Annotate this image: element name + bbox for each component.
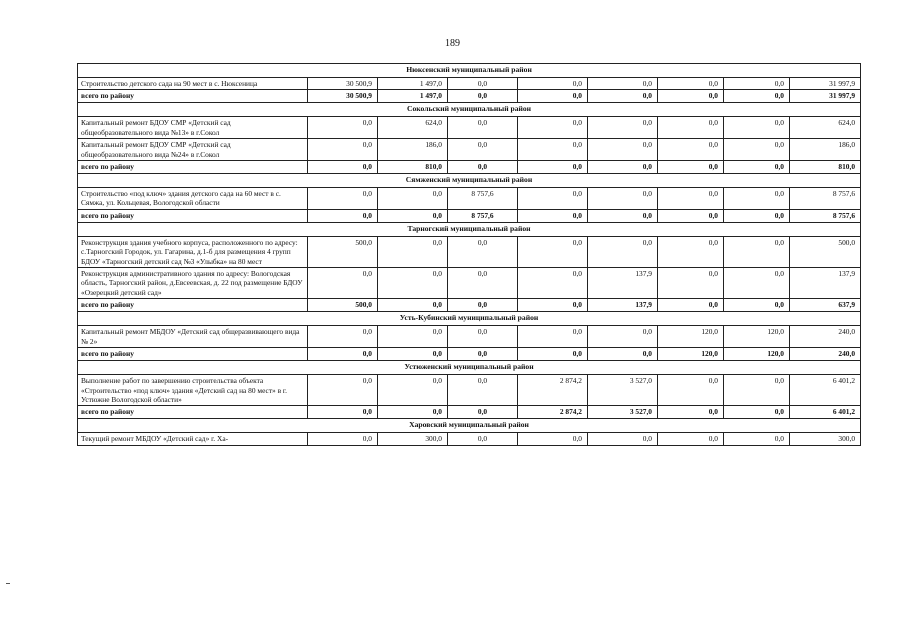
table-row <box>78 117 861 139</box>
amount-cell: 0,0 <box>658 139 724 161</box>
scan-edge-mark <box>6 583 10 584</box>
total-amount-cell: 0,0 <box>378 299 448 312</box>
district-header-row <box>78 222 861 236</box>
amount-cell: 500,0 <box>308 236 378 267</box>
amount-cell: 0,0 <box>378 188 448 210</box>
amount-cell: 0,0 <box>378 268 448 299</box>
total-amount-cell: 500,0 <box>308 299 378 312</box>
district-total-row <box>78 299 861 312</box>
amount-cell: 624,0 <box>790 117 861 139</box>
total-amount-cell: 0,0 <box>308 161 378 174</box>
amount-cell: 0,0 <box>378 375 448 406</box>
district-total-row <box>78 161 861 174</box>
project-description: Реконструкция административного здания по адресу: Вологодская область, Тарногский район, д.Евсеевская, д. 22 под размещение БДОУ «Озерецкий детский сад» <box>78 268 308 299</box>
total-amount-cell: 0,0 <box>724 90 790 103</box>
amount-cell: 2 874,2 <box>518 375 588 406</box>
total-amount-cell: 8 757,6 <box>448 209 518 222</box>
total-amount-cell: 0,0 <box>588 348 658 361</box>
amount-cell: 0,0 <box>448 268 518 299</box>
total-amount-cell: 0,0 <box>724 406 790 419</box>
district-header-row <box>78 64 861 78</box>
total-amount-cell: 2 874,2 <box>518 406 588 419</box>
total-label: всего по району <box>78 209 308 222</box>
total-amount-cell: 637,9 <box>790 299 861 312</box>
total-amount-cell: 0,0 <box>448 90 518 103</box>
amount-cell: 624,0 <box>378 117 448 139</box>
amount-cell: 0,0 <box>448 78 518 90</box>
total-amount-cell: 6 401,2 <box>790 406 861 419</box>
total-amount-cell: 0,0 <box>378 348 448 361</box>
total-amount-cell: 31 997,9 <box>790 90 861 103</box>
amount-cell: 0,0 <box>308 117 378 139</box>
district-name: Усть-Кубинский муниципальный район <box>78 312 861 326</box>
total-amount-cell: 0,0 <box>518 90 588 103</box>
amount-cell: 0,0 <box>658 268 724 299</box>
amount-cell: 0,0 <box>518 117 588 139</box>
amount-cell: 0,0 <box>724 268 790 299</box>
total-amount-cell: 0,0 <box>308 406 378 419</box>
amount-cell: 0,0 <box>378 326 448 348</box>
total-amount-cell: 240,0 <box>790 348 861 361</box>
total-amount-cell: 8 757,6 <box>790 209 861 222</box>
total-amount-cell: 0,0 <box>658 90 724 103</box>
amount-cell: 0,0 <box>518 236 588 267</box>
amount-cell: 0,0 <box>448 375 518 406</box>
total-amount-cell: 30 500,9 <box>308 90 378 103</box>
total-amount-cell: 0,0 <box>518 348 588 361</box>
amount-cell: 0,0 <box>308 326 378 348</box>
amount-cell: 0,0 <box>588 326 658 348</box>
total-amount-cell: 0,0 <box>658 406 724 419</box>
total-amount-cell: 0,0 <box>658 161 724 174</box>
amount-cell: 0,0 <box>518 188 588 210</box>
table-row <box>78 326 861 348</box>
amount-cell: 0,0 <box>658 117 724 139</box>
total-amount-cell: 0,0 <box>658 299 724 312</box>
amount-cell: 0,0 <box>588 78 658 90</box>
amount-cell: 137,9 <box>588 268 658 299</box>
total-amount-cell: 0,0 <box>724 299 790 312</box>
district-name: Сокольский муниципальный район <box>78 103 861 117</box>
table-row <box>78 268 861 299</box>
table-row <box>78 433 861 445</box>
amount-cell: 500,0 <box>790 236 861 267</box>
district-header-row <box>78 174 861 188</box>
total-amount-cell: 0,0 <box>588 209 658 222</box>
amount-cell: 0,0 <box>308 188 378 210</box>
district-total-row <box>78 406 861 419</box>
district-name: Нюксенский муниципальный район <box>78 64 861 78</box>
amount-cell: 0,0 <box>724 78 790 90</box>
table-body <box>78 64 861 446</box>
total-amount-cell: 0,0 <box>378 406 448 419</box>
total-amount-cell: 1 497,0 <box>378 90 448 103</box>
total-amount-cell: 0,0 <box>518 299 588 312</box>
total-amount-cell: 0,0 <box>448 348 518 361</box>
amount-cell: 31 997,9 <box>790 78 861 90</box>
district-name: Устюженский муниципальный район <box>78 361 861 375</box>
total-amount-cell: 0,0 <box>588 161 658 174</box>
amount-cell: 6 401,2 <box>790 375 861 406</box>
amount-cell: 0,0 <box>724 139 790 161</box>
amount-cell: 0,0 <box>378 236 448 267</box>
project-description: Капитальный ремонт БДОУ СМР «Детский сад общеобразовательного вида №24» в г.Сокол <box>78 139 308 161</box>
project-description: Капитальный ремонт БДОУ СМР «Детский сад общеобразовательного вида №13» в г.Сокол <box>78 117 308 139</box>
amount-cell: 0,0 <box>308 433 378 445</box>
amount-cell: 1 497,0 <box>378 78 448 90</box>
total-amount-cell: 3 527,0 <box>588 406 658 419</box>
total-label: всего по району <box>78 90 308 103</box>
amount-cell: 120,0 <box>658 326 724 348</box>
amount-cell: 0,0 <box>518 433 588 445</box>
amount-cell: 0,0 <box>308 375 378 406</box>
amount-cell: 0,0 <box>308 139 378 161</box>
district-total-row <box>78 209 861 222</box>
total-amount-cell: 0,0 <box>724 209 790 222</box>
project-description: Капитальный ремонт МБДОУ «Детский сад общеразвивающего вида № 2» <box>78 326 308 348</box>
total-amount-cell: 0,0 <box>518 161 588 174</box>
total-amount-cell: 810,0 <box>378 161 448 174</box>
table-row <box>78 139 861 161</box>
amount-cell: 0,0 <box>448 433 518 445</box>
total-amount-cell: 810,0 <box>790 161 861 174</box>
total-amount-cell: 0,0 <box>448 406 518 419</box>
amount-cell: 0,0 <box>588 188 658 210</box>
amount-cell: 0,0 <box>658 433 724 445</box>
project-description: Реконструкция здания учебного корпуса, расположенного по адресу: с.Тарногский Городок, ул. Гагарина, д.1-б для размещения 4 групп БДОУ «Тарногский детский сад №3 «Улыбка» на 80 мест <box>78 236 308 267</box>
total-amount-cell: 120,0 <box>724 348 790 361</box>
district-name: Харовский муниципальный район <box>78 419 861 433</box>
amount-cell: 0,0 <box>588 117 658 139</box>
total-amount-cell: 0,0 <box>724 161 790 174</box>
total-label: всего по району <box>78 161 308 174</box>
district-total-row <box>78 90 861 103</box>
table-row <box>78 375 861 406</box>
table-row <box>78 188 861 210</box>
table-row <box>78 236 861 267</box>
project-description: Строительство «под ключ» здания детского сада на 60 мест в с. Сямжа, ул. Кольцевая, Вологодской области <box>78 188 308 210</box>
project-description: Строительство детского сада на 90 мест в с. Нюксеница <box>78 78 308 90</box>
project-description: Текущий ремонт МБДОУ «Детский сад» г. Ха- <box>78 433 308 445</box>
amount-cell: 0,0 <box>448 326 518 348</box>
amount-cell: 0,0 <box>448 236 518 267</box>
total-amount-cell: 0,0 <box>448 299 518 312</box>
total-amount-cell: 0,0 <box>308 348 378 361</box>
amount-cell: 0,0 <box>518 139 588 161</box>
amount-cell: 0,0 <box>658 236 724 267</box>
amount-cell: 0,0 <box>724 236 790 267</box>
district-header-row <box>78 312 861 326</box>
total-label: всего по району <box>78 299 308 312</box>
total-amount-cell: 0,0 <box>448 161 518 174</box>
amount-cell: 0,0 <box>724 188 790 210</box>
amount-cell: 3 527,0 <box>588 375 658 406</box>
amount-cell: 0,0 <box>448 139 518 161</box>
amount-cell: 0,0 <box>588 236 658 267</box>
page-number: 189 <box>445 38 460 49</box>
amount-cell: 0,0 <box>308 268 378 299</box>
amount-cell: 0,0 <box>658 188 724 210</box>
amount-cell: 0,0 <box>588 433 658 445</box>
amount-cell: 0,0 <box>658 78 724 90</box>
table-row <box>78 78 861 90</box>
amount-cell: 0,0 <box>588 139 658 161</box>
district-name: Тарногский муниципальный район <box>78 222 861 236</box>
amount-cell: 240,0 <box>790 326 861 348</box>
amount-cell: 0,0 <box>448 117 518 139</box>
total-amount-cell: 0,0 <box>308 209 378 222</box>
district-header-row <box>78 103 861 117</box>
total-label: всего по району <box>78 348 308 361</box>
amount-cell: 186,0 <box>790 139 861 161</box>
amount-cell: 300,0 <box>790 433 861 445</box>
district-header-row <box>78 361 861 375</box>
amount-cell: 0,0 <box>518 326 588 348</box>
total-amount-cell: 120,0 <box>658 348 724 361</box>
district-total-row <box>78 348 861 361</box>
total-amount-cell: 0,0 <box>378 209 448 222</box>
amount-cell: 0,0 <box>518 78 588 90</box>
project-description: Выполнение работ по завершению строительства объекта «Строительство «под ключ» здания «Детский сад на 80 мест» в г. Устюжне Вологодской области» <box>78 375 308 406</box>
amount-cell: 8 757,6 <box>448 188 518 210</box>
district-header-row <box>78 419 861 433</box>
amount-cell: 300,0 <box>378 433 448 445</box>
total-amount-cell: 0,0 <box>518 209 588 222</box>
amount-cell: 0,0 <box>724 117 790 139</box>
total-amount-cell: 0,0 <box>588 90 658 103</box>
amount-cell: 0,0 <box>724 433 790 445</box>
amount-cell: 137,9 <box>790 268 861 299</box>
amount-cell: 0,0 <box>724 375 790 406</box>
budget-table <box>77 63 861 446</box>
amount-cell: 30 500,9 <box>308 78 378 90</box>
amount-cell: 120,0 <box>724 326 790 348</box>
amount-cell: 8 757,6 <box>790 188 861 210</box>
amount-cell: 0,0 <box>518 268 588 299</box>
amount-cell: 0,0 <box>658 375 724 406</box>
total-amount-cell: 0,0 <box>658 209 724 222</box>
total-amount-cell: 137,9 <box>588 299 658 312</box>
amount-cell: 186,0 <box>378 139 448 161</box>
total-label: всего по району <box>78 406 308 419</box>
district-name: Сямженский муниципальный район <box>78 174 861 188</box>
